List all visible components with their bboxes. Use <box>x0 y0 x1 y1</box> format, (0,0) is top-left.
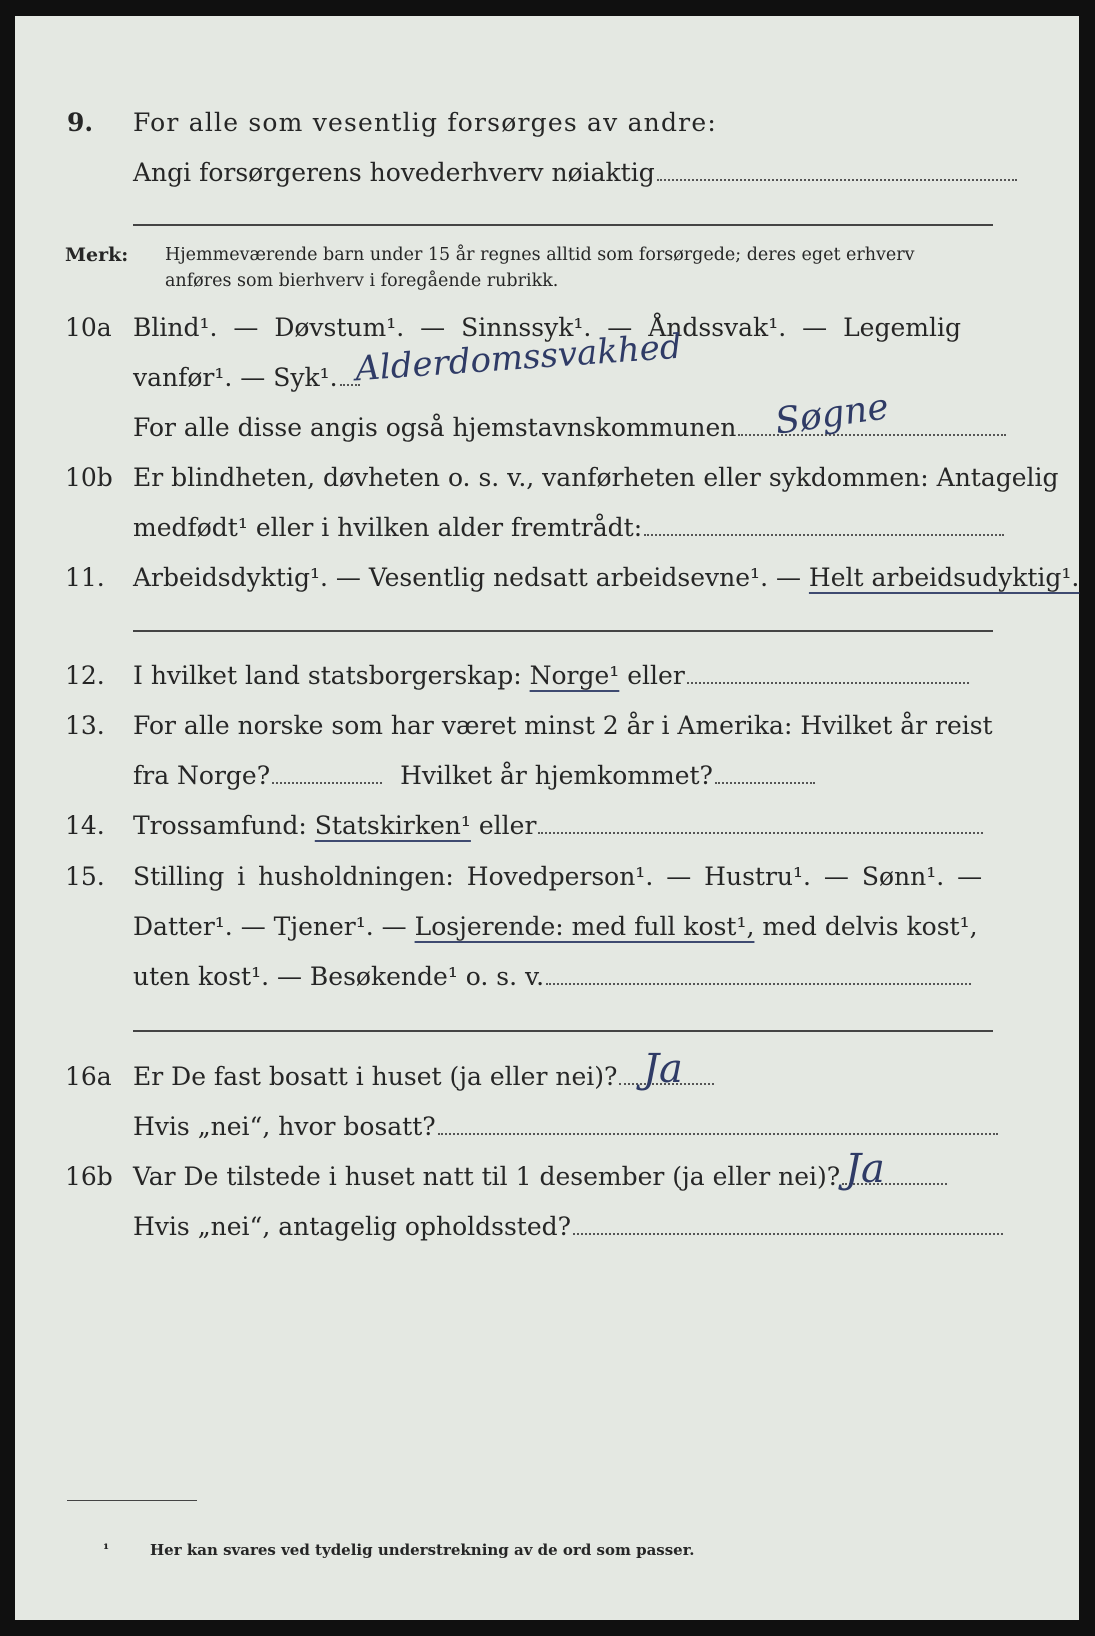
q9-line2 <box>133 158 1017 188</box>
q13-hjemkommet-field[interactable] <box>715 781 815 784</box>
q9-line1: For alle som vesentlig forsørges av andre: <box>133 108 717 137</box>
q10b-number: 10b <box>65 463 113 492</box>
q16a-line1 <box>133 1062 714 1092</box>
q12-line1 <box>133 661 969 691</box>
q13-reist-field[interactable] <box>272 781 382 784</box>
q16a-answer: Ja <box>643 1046 683 1092</box>
footnote-mark: ¹ <box>103 1542 110 1558</box>
q14-selected-option[interactable]: Statskirken¹ <box>314 811 471 840</box>
q10a-syk-answer: Alderdomssvakhed <box>354 326 683 390</box>
merk-line1: Hjemmeværende barn under 15 år regnes alltid som forsørgede; deres eget erhverv <box>165 245 915 265</box>
q13-number: 13. <box>65 711 105 740</box>
q13-line1: For alle norske som har været minst 2 år i Amerika: Hvilket år reist <box>133 711 993 740</box>
q9-line2-text: Angi forsørgerens hovederhverv nøiaktig <box>133 158 655 187</box>
q9-number: 9. <box>67 108 94 137</box>
q14-line1 <box>133 811 983 841</box>
q12-number: 12. <box>65 661 105 690</box>
q16a-bosatt-field[interactable] <box>438 1132 998 1135</box>
q15-delvis-kost: med delvis kost¹, <box>754 912 978 941</box>
q9-rule <box>133 224 993 226</box>
q11-number: 11. <box>65 563 105 592</box>
q15-number: 15. <box>65 862 105 891</box>
census-form-page <box>15 16 1079 1620</box>
q16a-bosatt-label: Hvis „nei“, hvor bosatt? <box>133 1112 436 1141</box>
q16a-question: Er De fast bosatt i huset (ja eller nei)? <box>133 1062 618 1091</box>
merk-label: Merk: <box>65 244 129 266</box>
q15-rule <box>133 1030 993 1032</box>
q13-hjemkommet-label: Hvilket år hjemkommet? <box>400 761 713 790</box>
q16b-answer: Ja <box>845 1146 885 1192</box>
q13-line2 <box>133 761 815 791</box>
q15-line1: Stilling i husholdningen: Hovedperson¹. — Hustru¹. — Sønn¹. — <box>133 862 983 891</box>
q10b-answer-field[interactable] <box>644 533 1004 536</box>
q10a-kommune-answer: Søgne <box>772 386 892 443</box>
q15-line2 <box>133 912 978 942</box>
q15-line3 <box>133 962 971 992</box>
q10b-line2 <box>133 513 1004 543</box>
q9-answer-field[interactable] <box>657 178 1017 181</box>
q14-eller: eller <box>478 811 537 840</box>
q12-selected-option[interactable]: Norge¹ <box>529 661 620 690</box>
q16b-number: 16b <box>65 1162 113 1191</box>
q11-line1 <box>133 563 1079 593</box>
q11-rule <box>133 630 993 632</box>
merk-line2: anføres som bierhverv i foregående rubrikk. <box>165 271 559 291</box>
q14-label: Trossamfund: <box>133 811 307 840</box>
q10b-line1: Er blindheten, døvheten o. s. v., vanførheten eller sykdommen: Antagelig <box>133 463 1059 492</box>
q14-answer-field[interactable] <box>538 831 983 834</box>
q11-selected-option[interactable]: Helt arbeidsudyktig¹. <box>808 563 1080 592</box>
q10a-line2-text: vanfør¹. — Syk¹. <box>133 363 338 392</box>
footnote-text: Her kan svares ved tydelig understrekning av de ord som passer. <box>150 1541 695 1559</box>
q12-eller: eller <box>627 661 685 690</box>
q12-text: I hvilket land statsborgerskap: <box>133 661 522 690</box>
q10b-line2-text: medfødt¹ eller i hvilken alder fremtrådt: <box>133 513 643 542</box>
q15-selected-option[interactable]: Losjerende: med full kost¹, <box>414 912 755 941</box>
q16b-question: Var De tilstede i huset natt til 1 desember (ja eller nei)? <box>133 1162 841 1191</box>
q16a-line2 <box>133 1112 998 1142</box>
q16a-number: 16a <box>65 1062 112 1091</box>
q16b-line2 <box>133 1212 1003 1242</box>
q16b-line1 <box>133 1162 947 1192</box>
q15-line3-text: uten kost¹. — Besøkende¹ o. s. v. <box>133 962 545 991</box>
q16b-opholdssted-field[interactable] <box>573 1232 1003 1235</box>
q10a-line2 <box>133 363 360 393</box>
footnote-rule <box>67 1500 197 1501</box>
q15-line2-options: Datter¹. — Tjener¹. — <box>133 912 415 941</box>
q13-reist-label: fra Norge? <box>133 761 271 790</box>
q15-answer-field[interactable] <box>546 982 971 985</box>
q14-number: 14. <box>65 811 105 840</box>
q11-options: Arbeidsdyktig¹. — Vesentlig nedsatt arbeidsevne¹. — <box>133 563 809 592</box>
q16b-opholdssted-label: Hvis „nei“, antagelig opholdssted? <box>133 1212 572 1241</box>
q10a-line1: Blind¹. — Døvstum¹. — Sinnssyk¹. — Åndssvak¹. — Legemlig <box>133 313 961 342</box>
q10a-line3-text: For alle disse angis også hjemstavnskommunen <box>133 413 737 442</box>
q10a-number: 10a <box>65 313 112 342</box>
q12-answer-field[interactable] <box>687 681 969 684</box>
